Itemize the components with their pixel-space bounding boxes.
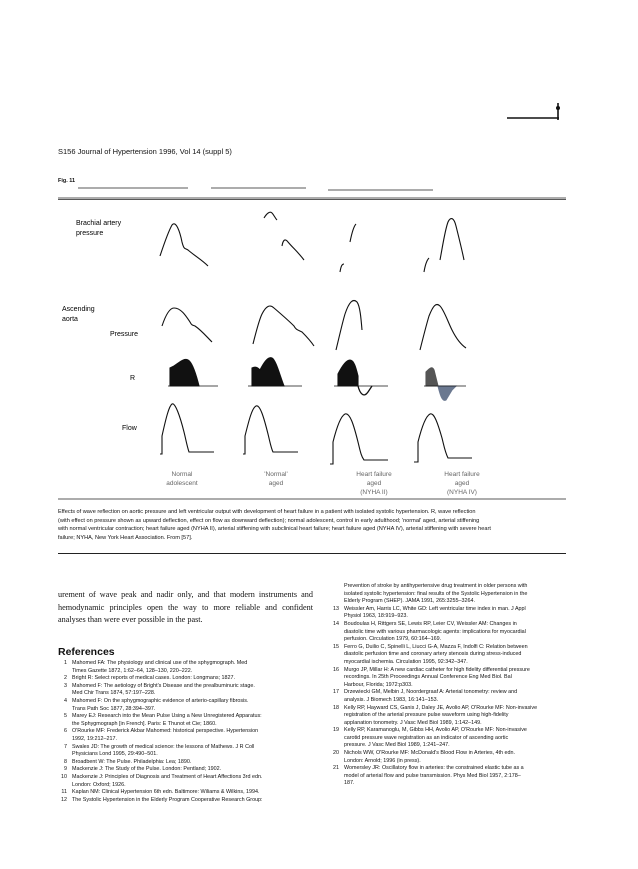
reference-number: 6 xyxy=(64,728,67,735)
brachial-wave-nyha-iv-2 xyxy=(440,219,464,260)
reference-number: 19 xyxy=(333,727,339,734)
column-caption-3-line3: (NYHA II) xyxy=(360,489,388,496)
reference-line: Mahomed FA: The physiology and clinical use of the sphygmograph. Med xyxy=(72,660,248,666)
reference-item xyxy=(56,713,308,728)
reference-line: Broadbent W: The Pulse. Philadelphia: Lea; 1890. xyxy=(72,758,192,765)
aortic-pressure-wave-normal-adolescent xyxy=(162,308,212,342)
reference-number: 11 xyxy=(61,789,67,796)
reference-number: 4 xyxy=(64,697,67,704)
reference-line: The Systolic Hypertension in the Elderly Program Cooperative Research Group: xyxy=(72,796,263,803)
reference-item xyxy=(328,621,566,644)
reference-item xyxy=(328,606,566,621)
reference-item xyxy=(56,698,308,713)
reference-line: Womersley JR: Oscillatory flow in arteries: the constrained elastic tube as a xyxy=(344,765,524,772)
reference-text xyxy=(344,765,566,788)
reference-text xyxy=(72,728,308,743)
reference-text xyxy=(72,759,308,767)
reflection-wave-nyha-iv-neg xyxy=(438,386,456,400)
reference-item xyxy=(56,789,308,797)
reference-number: 2 xyxy=(64,675,67,682)
reference-line: the Sphygmograph [in French]. Paris: E Thunot et Cie; 1860. xyxy=(72,720,217,727)
reference-number: 9 xyxy=(64,766,67,773)
reflection-wave-normal-aged xyxy=(252,358,284,386)
references-heading: References xyxy=(58,646,115,658)
reference-item xyxy=(328,644,566,667)
references-left-column xyxy=(56,660,308,804)
brachial-wave-normal-adolescent xyxy=(160,224,208,266)
reference-line: 1992, 19:212–217. xyxy=(72,735,117,742)
aortic-pressure-wave-normal-aged xyxy=(253,306,314,346)
reference-line: myocardial ischemia. Circulation 1995, 92:342–347. xyxy=(344,658,468,665)
reference-number xyxy=(328,583,339,606)
reference-item xyxy=(328,705,566,728)
reference-line: carotid pressure wave registration as an indicator of ascending aortic xyxy=(344,734,509,741)
reference-line: Mackenzie J: Principles of Diagnosis and Treatment of Heart Affections 3rd edn. xyxy=(72,773,263,780)
reference-number: 3 xyxy=(64,682,67,689)
figure-label: Fig. 11 xyxy=(58,178,76,184)
reference-line: London: Oxford; 1926. xyxy=(72,781,126,788)
label-ascending-line2: aorta xyxy=(62,316,78,323)
reference-line: London: Arnold; 1996 (in press). xyxy=(344,757,421,764)
reference-text xyxy=(344,750,566,765)
reference-line: Physicians Lond 1995, 29:490–501. xyxy=(72,751,158,758)
reference-item xyxy=(56,766,308,774)
reference-line: 187. xyxy=(344,780,355,787)
reference-line: Kelly RP, Karamanoglu, M, Gibbs HH, Avolio AP, O'Rourke MF: Non-invasive xyxy=(344,727,527,734)
reference-line: analysis. J Biomech 1983, 16:141–153. xyxy=(344,696,439,703)
reference-item xyxy=(56,774,308,789)
reference-number: 10 xyxy=(61,773,67,780)
reference-line: recordings. In 25th Proceedings Annual Conference Eng Med Biol. Bal xyxy=(344,674,512,681)
brachial-wave-nyha-ii-2 xyxy=(350,224,356,242)
reference-line: perfusion. Circulation 1979, 60:164–169. xyxy=(344,636,442,643)
reference-item xyxy=(56,744,308,759)
reference-text xyxy=(344,667,566,690)
column-caption-4-line2: aged xyxy=(454,480,470,487)
column-normal-adolescent xyxy=(160,224,218,454)
reference-line: diastolic perfusion time and coronary artery stenosis during stress-induced xyxy=(344,651,522,658)
aortic-pressure-wave-nyha-iv xyxy=(420,304,466,350)
reference-text xyxy=(72,774,308,789)
reference-text xyxy=(344,689,566,704)
reference-item xyxy=(56,683,308,698)
reference-number: 5 xyxy=(64,713,67,720)
references-right-column xyxy=(328,583,566,788)
reference-number: 15 xyxy=(333,643,339,650)
flow-wave-normal-aged xyxy=(243,406,298,454)
registration-mark xyxy=(505,98,565,124)
reflection-wave-nyha-ii-neg xyxy=(358,386,372,395)
figure-top-rules xyxy=(58,188,566,200)
reference-line: Murgo JP, Millar H: A new cardiac catheter for high fidelity differential pressure xyxy=(344,666,530,673)
reference-line: Drzewiecki GM, Melbin J, Noordergraaf A: Arterial tonometry: review and xyxy=(344,689,518,696)
reference-text xyxy=(72,766,308,774)
reference-line: Mahomed F: On the sphygmographic evidence of arterio-capillary fibrosis. xyxy=(72,697,249,704)
reference-line: Physiol 1963, 18:919–923. xyxy=(344,613,408,620)
label-flow: Flow xyxy=(122,425,137,432)
label-brachial-line2: pressure xyxy=(76,230,104,237)
reference-text xyxy=(72,675,308,683)
reference-number: 1 xyxy=(64,660,67,666)
caption-line: Effects of wave reflection on aortic pressure and left ventricular output with development of heart failure in a patient with isolated systolic hypertension. R, wave reflection xyxy=(58,509,476,515)
reference-line: model of arterial flow and pulse transmission. Phys Med Biol 1957, 2:178– xyxy=(344,772,521,779)
running-header: S156 Journal of Hypertension 1996, Vol 14 (suppl 5) xyxy=(58,147,232,156)
reference-line: Weissler Am, Harris LC, White GD: Left ventricular time index in man. J Appl xyxy=(344,605,526,612)
reference-line: Times Gazette 1872, 1:62–64, 128–130, 220–222. xyxy=(72,667,193,674)
column-heart-failure-nyha-ii xyxy=(330,224,388,464)
reflection-wave-nyha-ii xyxy=(338,360,358,386)
reference-line: Marey EJ: Research into the Mean Pulse Using a New Unregistered Apparatus: xyxy=(72,713,262,720)
label-brachial-line1: Brachial artery xyxy=(76,220,122,227)
reference-line: Mahomed F: The aetiology of Bright's Disease and the prealbuminuric stage. xyxy=(72,682,255,689)
reference-number: 18 xyxy=(333,704,339,711)
flow-wave-normal-adolescent xyxy=(160,404,214,454)
aortic-pressure-wave-nyha-ii xyxy=(336,301,362,351)
label-reflection: R xyxy=(130,375,136,382)
reference-item xyxy=(328,667,566,690)
reference-line: applanation tonometry. J Vasc Med Biol 1989, 1:142–149. xyxy=(344,719,482,726)
reference-number: 20 xyxy=(333,750,339,757)
reference-text xyxy=(344,644,566,667)
body-paragraph: urement of wave peak and nadir only, and that modern instruments and hemodynamic principles open the way to more reliable and confident analyses than were ever possible in the past. xyxy=(58,590,313,624)
label-pressure: Pressure xyxy=(110,331,139,338)
column-caption-1-line1: Normal xyxy=(171,471,193,478)
reference-line: diastolic time with various pharmacologic agents: implications for myocardial xyxy=(344,628,526,635)
reference-text xyxy=(344,705,566,728)
reference-line: Bright R: Select reports of medical cases. London: Longmans; 1827. xyxy=(72,675,236,682)
reference-line: registration of the arterial pressure pulse waveform using high-fidelity xyxy=(344,712,509,719)
column-caption-4-line1: Heart failure xyxy=(444,471,480,478)
reference-text xyxy=(72,744,308,759)
reference-item xyxy=(56,797,308,805)
caption-line: (with effect on pressure shown as upward deflection, effect on flow as downward deflection); normal adolescent, control in early adulthood; 'normal' aged, arterial stiffening xyxy=(58,517,480,524)
reference-line: O'Rourke MF: Frederick Akbar Mahomed: historical perspective. Hypertension xyxy=(72,728,259,735)
reference-item xyxy=(56,660,308,675)
reference-text xyxy=(344,621,566,644)
reference-text xyxy=(344,727,566,750)
brachial-wave-normal-aged xyxy=(264,212,277,220)
reference-text xyxy=(344,606,566,621)
reference-line: Kelly RP, Hayward CS, Ganis J, Daley JE, Avolio AP, O'Rourke MF: Non-invasive xyxy=(344,704,538,711)
reference-line: Med Chir Trans 1874, 57:197–228. xyxy=(72,690,156,697)
reference-line: Harbour, Florida; 1972:p303. xyxy=(344,681,413,688)
caption-line: with normal ventricular contraction; heart failure aged (NYHA II), arterial stiffening with subclinical heart failure; heart failure aged (NYHA IV), arterial stiffening with severe heart xyxy=(58,526,491,533)
reference-item xyxy=(56,728,308,743)
flow-wave-nyha-iv xyxy=(414,414,472,462)
label-ascending-line1: Ascending xyxy=(62,306,95,313)
reference-number: 17 xyxy=(333,689,339,696)
figure-caption xyxy=(58,508,566,543)
reference-item xyxy=(56,759,308,767)
reference-item xyxy=(328,583,566,606)
reference-number: 8 xyxy=(64,758,67,765)
reference-line: Prevention of stroke by antihypertensive drug treatment in older persons with xyxy=(344,583,528,589)
reference-item xyxy=(328,727,566,750)
column-caption-3-line2: aged xyxy=(366,480,382,487)
column-caption-1-line2: adolescent xyxy=(166,480,198,487)
reference-text xyxy=(72,789,308,797)
brachial-wave-normal-aged-2 xyxy=(282,240,304,260)
column-caption-2-line2: aged xyxy=(268,480,284,487)
reference-line: pressure. J Vasc Med Biol 1989, 1:241–247. xyxy=(344,742,450,749)
column-heart-failure-nyha-iv xyxy=(414,219,472,462)
reference-line: isolated systolic hypertension: final results of the Systolic Hypertension in the xyxy=(344,590,528,597)
reflection-wave-nyha-iv xyxy=(426,368,438,386)
reference-item xyxy=(328,750,566,765)
column-normal-aged xyxy=(243,212,314,454)
reference-line: Elderly Program (SHEP). JAMA 1991, 265:3255–3264. xyxy=(344,598,475,605)
reference-number: 16 xyxy=(333,666,339,673)
brachial-wave-nyha-iv xyxy=(424,258,429,272)
reference-number: 21 xyxy=(333,765,339,772)
reference-line: Nichols WW, O'Rourke MF: McDonald's Blood Flow in Arteries, 4th edn. xyxy=(344,750,516,757)
reference-text xyxy=(72,660,308,675)
caption-line: failure; NYHA, New York Heart Association. From [57]. xyxy=(58,535,193,542)
figure-11 xyxy=(58,180,568,502)
reference-text xyxy=(72,797,308,805)
column-caption-3-line1: Heart failure xyxy=(356,471,392,478)
reference-line: Boudoulas H, Rittgers SE, Lewis RP, Leier CV, Weissler AM: Changes in xyxy=(344,620,517,627)
reflection-wave-normal-adolescent xyxy=(170,359,199,386)
reference-line: Swales JD: The growth of medical science: the lessons of Mathews. J R Coll xyxy=(72,743,255,750)
reference-line: Trans Path Soc 1877, 28:394–397. xyxy=(72,705,156,712)
reference-text xyxy=(72,698,308,713)
reference-item xyxy=(56,675,308,683)
reference-number: 7 xyxy=(64,743,67,750)
brachial-wave-nyha-ii xyxy=(340,264,344,272)
caption-bottom-rule xyxy=(58,553,566,554)
reference-text xyxy=(72,713,308,728)
reference-line: Mackenzie J: The Study of the Pulse. London: Pentland; 1902. xyxy=(72,766,222,773)
reference-number: 12 xyxy=(61,796,67,803)
column-caption-2-line1: 'Normal' xyxy=(264,471,288,478)
column-caption-4-line3: (NYHA IV) xyxy=(447,489,477,496)
reference-text xyxy=(72,683,308,698)
reference-item xyxy=(328,765,566,788)
reference-item xyxy=(328,689,566,704)
reference-line: Ferro G, Duilio C, Spinelli L, Liucci G-A, Mazza F, Indolfi C: Relation between xyxy=(344,643,528,650)
reference-number: 14 xyxy=(333,620,339,627)
reference-text xyxy=(344,583,566,606)
reference-number: 13 xyxy=(333,605,339,612)
reference-line: Kaplan NM: Clinical Hypertension 6th edn. Baltimore: Wiliams & Wilkins, 1994. xyxy=(72,789,260,796)
flow-wave-nyha-ii xyxy=(330,414,388,464)
